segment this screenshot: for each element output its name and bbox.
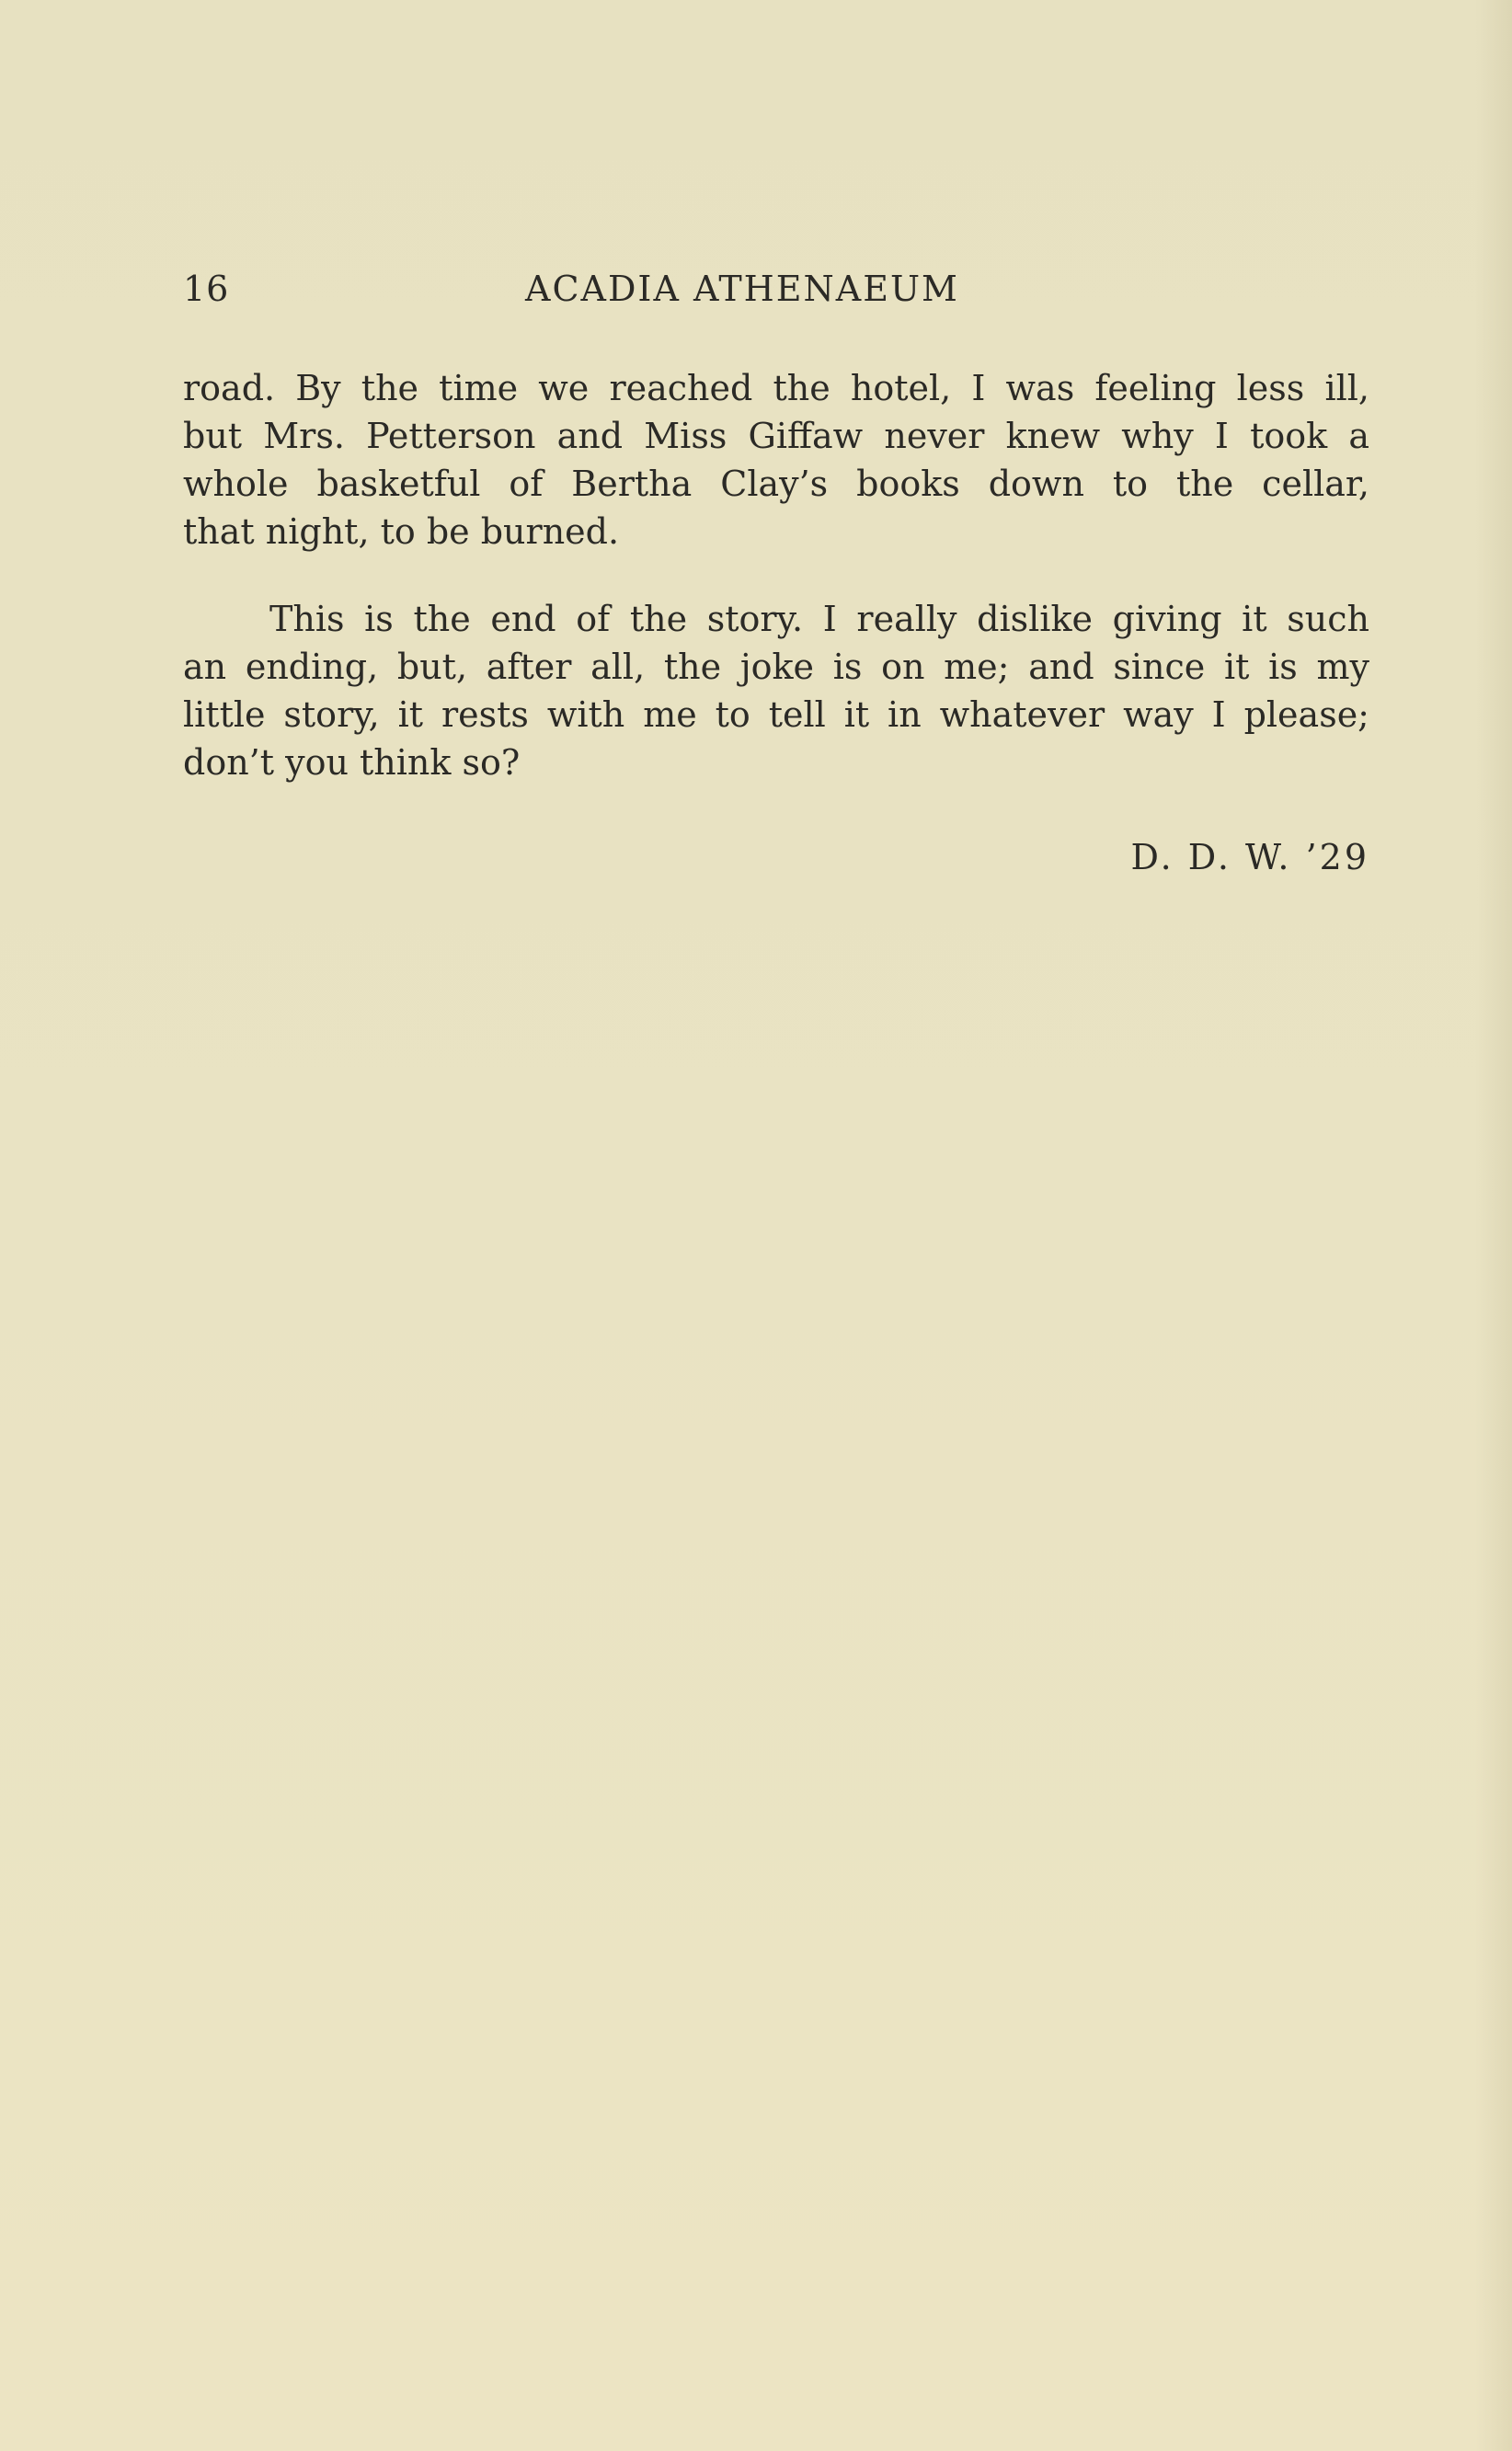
text-line: road. By the time we reached the hotel, I was feeling less ill, [183, 368, 1369, 408]
text-line: This is the end of the story. I really dislike giving it such [269, 599, 1369, 639]
text-line: an ending, but, after all, the joke is on me; and since it is my [183, 647, 1369, 687]
text-line: whole basketful of Bertha Clay’s books down to the cellar, [183, 464, 1369, 504]
page-number: 16 [183, 269, 230, 309]
text-line: little story, it rests with me to tell it in whatever way I please; [183, 694, 1369, 735]
body-text [183, 364, 1369, 826]
paragraph-1 [183, 364, 1369, 555]
page-header [183, 269, 1369, 315]
text-line: don’t you think so? [183, 742, 521, 783]
running-title: ACADIA ATHENAEUM [525, 269, 959, 309]
page-fold-shadow [1475, 0, 1512, 2451]
author-signature: D. D. W. ’29 [1130, 837, 1369, 877]
text-line: that night, to be burned. [183, 511, 620, 552]
text-line: but Mrs. Petterson and Miss Giffaw never knew why I took a [183, 416, 1369, 456]
paragraph-2 [183, 595, 1369, 786]
